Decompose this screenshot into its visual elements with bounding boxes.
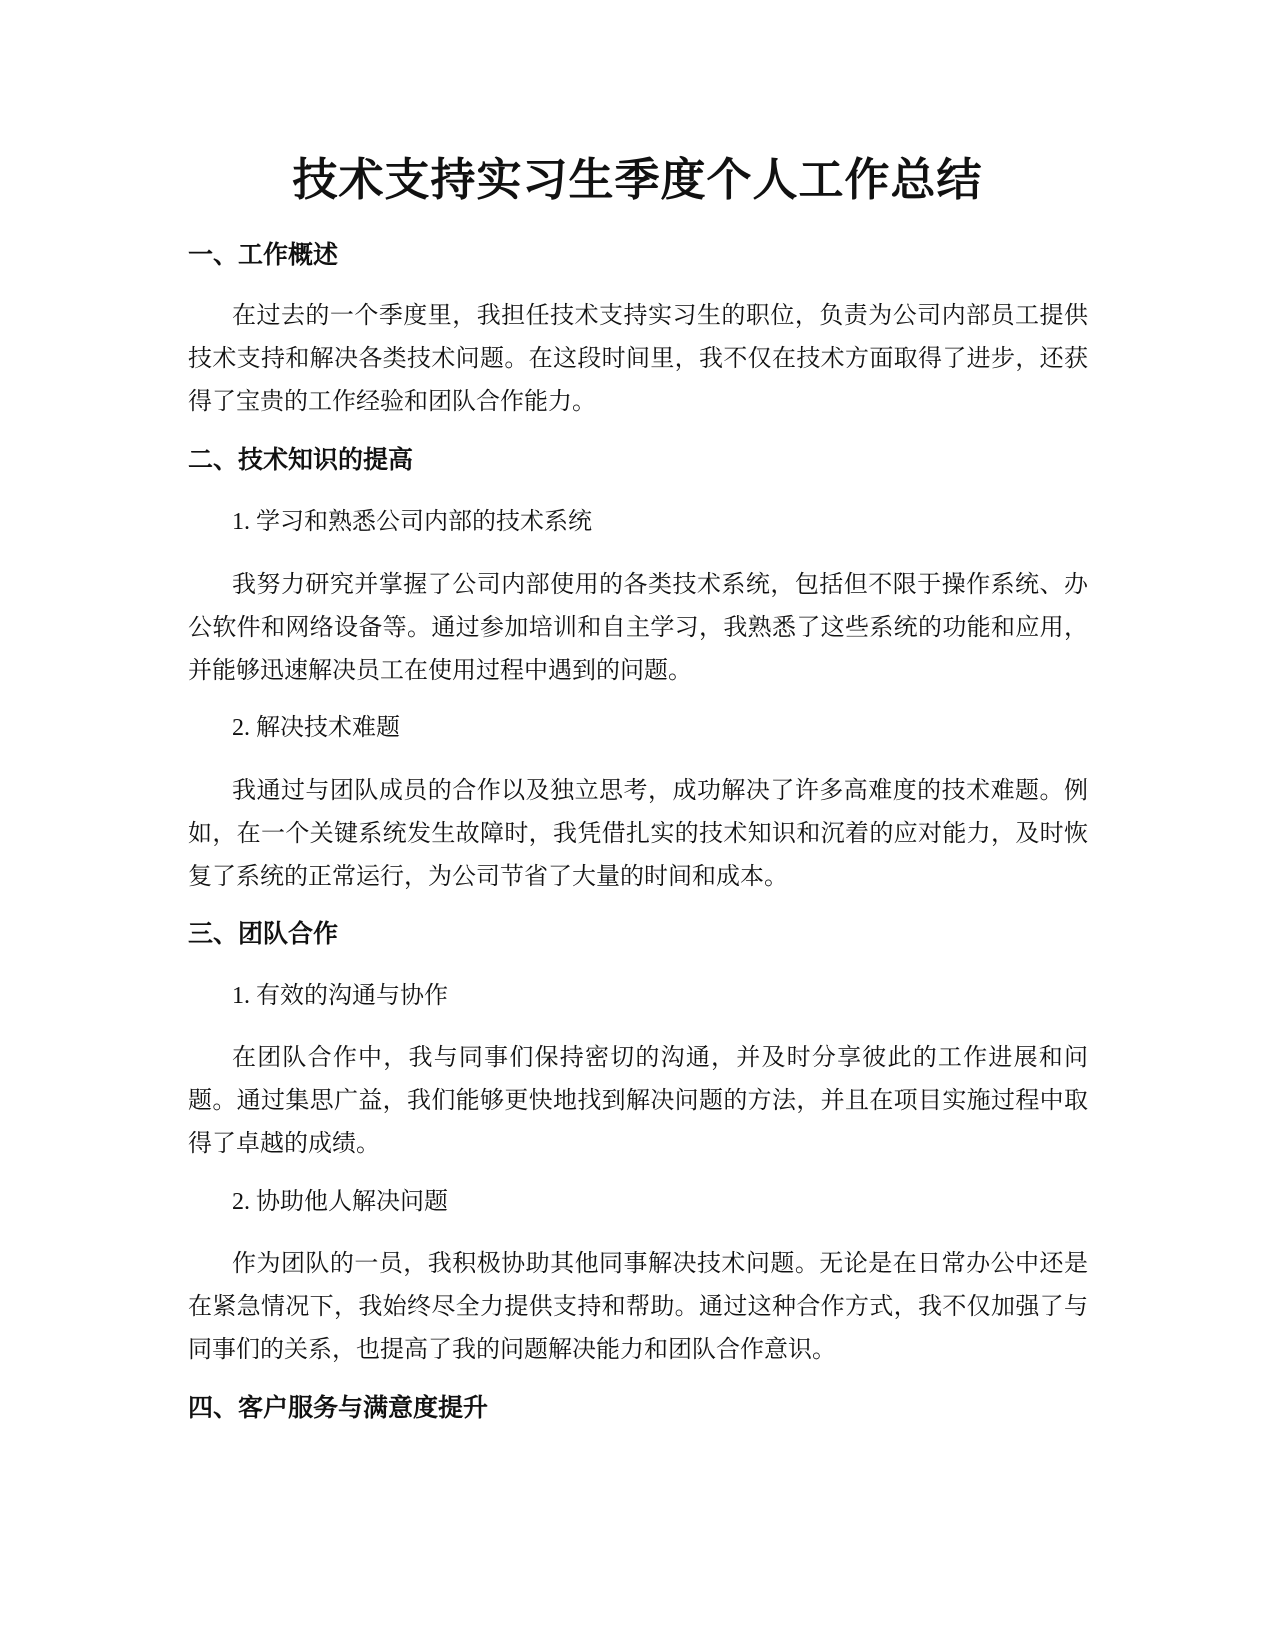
- subheading-learn-systems: 1. 学习和熟悉公司内部的技术系统: [232, 509, 592, 535]
- section-heading-teamwork: 三、团队合作: [188, 919, 339, 948]
- subheading-assist-others: 2. 协助他人解决问题: [232, 1189, 448, 1215]
- subheading-communication: 1. 有效的沟通与协作: [232, 983, 448, 1009]
- paragraph-learn-systems: 我努力研究并掌握了公司内部使用的各类技术系统，包括但不限于操作系统、办公软件和网络设备等。通过参加培训和自主学习，我熟悉了这些系统的功能和应用，并能够迅速解决员工在使用过程中遇到的问题。: [188, 572, 1088, 684]
- section-heading-tech-knowledge: 二、技术知识的提高: [188, 445, 414, 474]
- paragraph-overview: 在过去的一个季度里，我担任技术支持实习生的职位，负责为公司内部员工提供技术支持和解决各类技术问题。在这段时间里，我不仅在技术方面取得了进步，还获得了宝贵的工作经验和团队合作能力。: [188, 303, 1088, 415]
- document-title: 技术支持实习生季度个人工作总结: [292, 153, 983, 206]
- section-heading-customer-service: 四、客户服务与满意度提升: [188, 1393, 489, 1422]
- paragraph-solve-problems: 我通过与团队成员的合作以及独立思考，成功解决了许多高难度的技术难题。例如，在一个关键系统发生故障时，我凭借扎实的技术知识和沉着的应对能力，及时恢复了系统的正常运行，为公司节省了大量的时间和成本。: [188, 778, 1088, 890]
- section-heading-overview: 一、工作概述: [188, 240, 339, 269]
- paragraph-communication: 在团队合作中，我与同事们保持密切的沟通，并及时分享彼此的工作进展和问题。通过集思广益，我们能够更快地找到解决问题的方法，并且在项目实施过程中取得了卓越的成绩。: [188, 1045, 1088, 1157]
- subheading-solve-problems: 2. 解决技术难题: [232, 715, 400, 741]
- paragraph-assist-others: 作为团队的一员，我积极协助其他同事解决技术问题。无论是在日常办公中还是在紧急情况下，我始终尽全力提供支持和帮助。通过这种合作方式，我不仅加强了与同事们的关系，也提高了我的问题解决能力和团队合作意识。: [188, 1251, 1088, 1363]
